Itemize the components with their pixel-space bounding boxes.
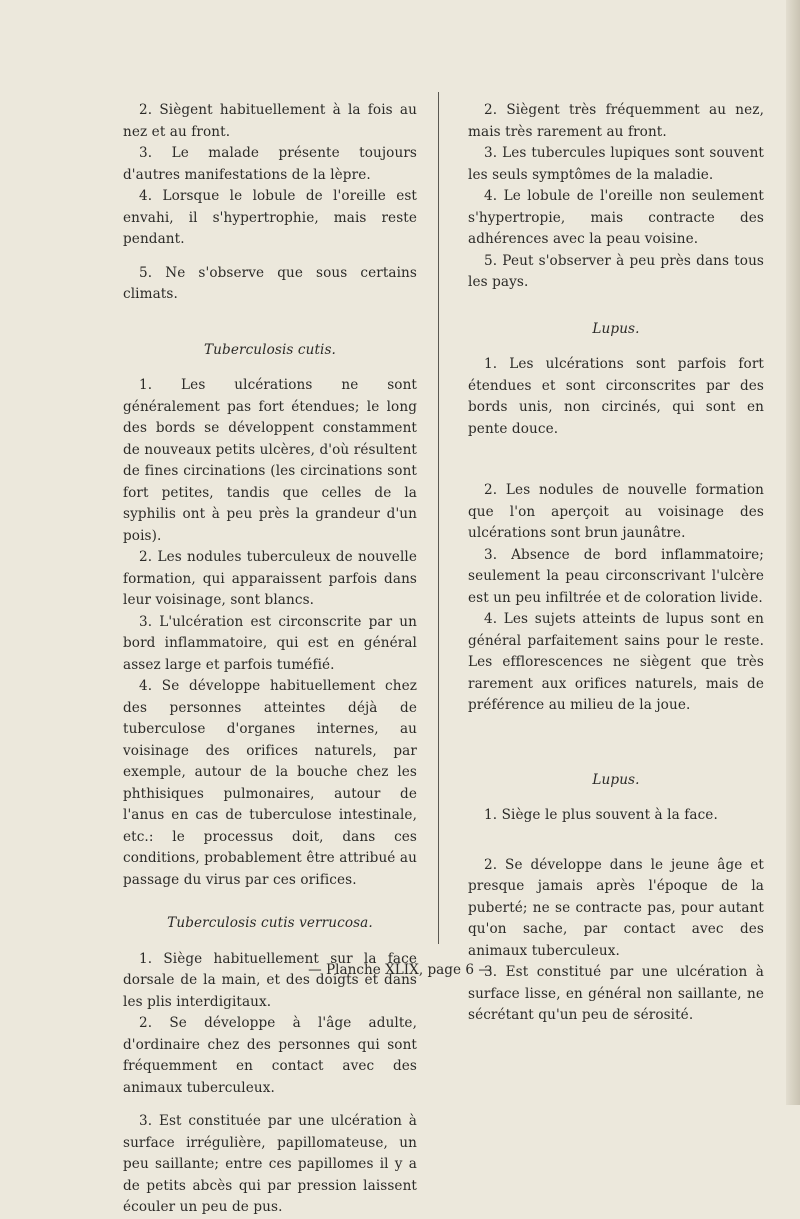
right-section2-item: 3. Est constitué par une ulcération à surface lisse, en général non saillante, ne sécrétant qu'un peu de sérosité.	[468, 964, 764, 1023]
left-intro-item: 3. Le malade présente toujours d'autres manifestations de la lèpre.	[123, 145, 417, 183]
right-section1-item: 4. Les sujets atteints de lupus sont en général parfaitement sains pour le reste. Les efflorescences ne siègent que très rarement aux orifices naturels, mais de préférence au milieu de la joue.	[468, 611, 764, 713]
left-section1-item: 3. L'ulcération est circonscrite par un bord inflammatoire, qui est en général assez large et parfois tuméfié.	[123, 613, 417, 673]
right-intro-item: 4. Le lobule de l'oreille non seulement s'hypertropie, mais contracte des adhérences avec la peau voisine.	[468, 188, 764, 247]
right-section2-title: Lupus.	[592, 771, 640, 788]
column-divider	[438, 92, 439, 944]
left-section2-item: 2. Se développe à l'âge adulte, d'ordinaire chez des personnes qui sont fréquemment en contact avec des animaux tuberculeux.	[123, 1015, 417, 1096]
left-section1-item: 2. Les nodules tuberculeux de nouvelle formation, qui apparaissent parfois dans leur voisinage, sont blancs.	[123, 549, 417, 608]
right-section1-item: 2. Les nodules de nouvelle formation que l'on aperçoit au voisinage des ulcérations sont brun jaunâtre.	[468, 482, 764, 541]
left-section1-item: 1. Les ulcérations ne sont généralement pas fort étendues; le long des bords se développent constamment de nouveaux petits ulcères, d'où résultent de fines circinations (les circinations sont fort petites, tandis que celles de la syphilis ont à peu près la grandeur d'un pois).	[123, 377, 417, 544]
page-footer: — Planche XLIX, page 6 —	[308, 962, 492, 978]
page-edge	[786, 0, 800, 1105]
left-intro-item: 2. Siègent habituellement à la fois au nez et au front.	[123, 102, 417, 140]
right-intro-item: 5. Peut s'observer à peu près dans tous les pays.	[468, 252, 764, 290]
left-column	[123, 100, 417, 1219]
right-intro-item: 2. Siègent très fréquemment au nez, mais très rarement au front.	[468, 102, 764, 140]
right-section1-item: 1. Les ulcérations sont parfois fort étendues et sont circonscrites par des bords unis, non circinés, qui sont en pente douce.	[468, 356, 764, 437]
left-section1-title: Tuberculosis cutis.	[204, 341, 336, 358]
right-section2-item: 2. Se développe dans le jeune âge et presque jamais après l'époque de la puberté; ne se contracte pas, pour autant qu'on sache, par contact avec des animaux tuberculeux.	[468, 856, 764, 959]
left-intro-item: 4. Lorsque le lobule de l'oreille est envahi, il s'hypertrophie, mais reste pendant.	[123, 188, 417, 247]
right-section1-title: Lupus.	[592, 320, 640, 337]
right-section2-item: 1. Siège le plus souvent à la face.	[484, 807, 718, 823]
right-intro-item: 3. Les tubercules lupiques sont souvent les seuls symptômes de la maladie.	[468, 145, 764, 183]
left-section1-item: 4. Se développe habituellement chez des personnes atteintes déjà de tuberculose d'organes internes, au voisinage des orifices naturels, par exemple, autour de la bouche chez les phthisiques pulmonaires, autour de l'anus en cas de tuberculose intestinale, etc.: le processus doit, dans ces conditions, probablement être attribué au passage du virus par ces orifices.	[123, 678, 417, 888]
left-section2-item: 1. Siège habituellement sur la face dorsale de la main, et des doigts et dans les plis interdigitaux.	[123, 950, 417, 1010]
right-section1-item: 3. Absence de bord inflammatoire; seulement la peau circonscrivant l'ulcère est un peu infiltrée et de coloration livide.	[468, 546, 764, 606]
left-section2-title: Tuberculosis cutis verrucosa.	[167, 915, 373, 931]
left-intro-item: 5. Ne s'observe que sous certains climats.	[123, 264, 417, 302]
left-section2-item: 3. Est constituée par une ulcération à surface irrégulière, papillomateuse, un peu saillante; entre ces papillomes il y a de petits abcès qui par pression laissent écouler un peu de pus.	[123, 1113, 417, 1215]
right-column	[468, 100, 764, 1027]
